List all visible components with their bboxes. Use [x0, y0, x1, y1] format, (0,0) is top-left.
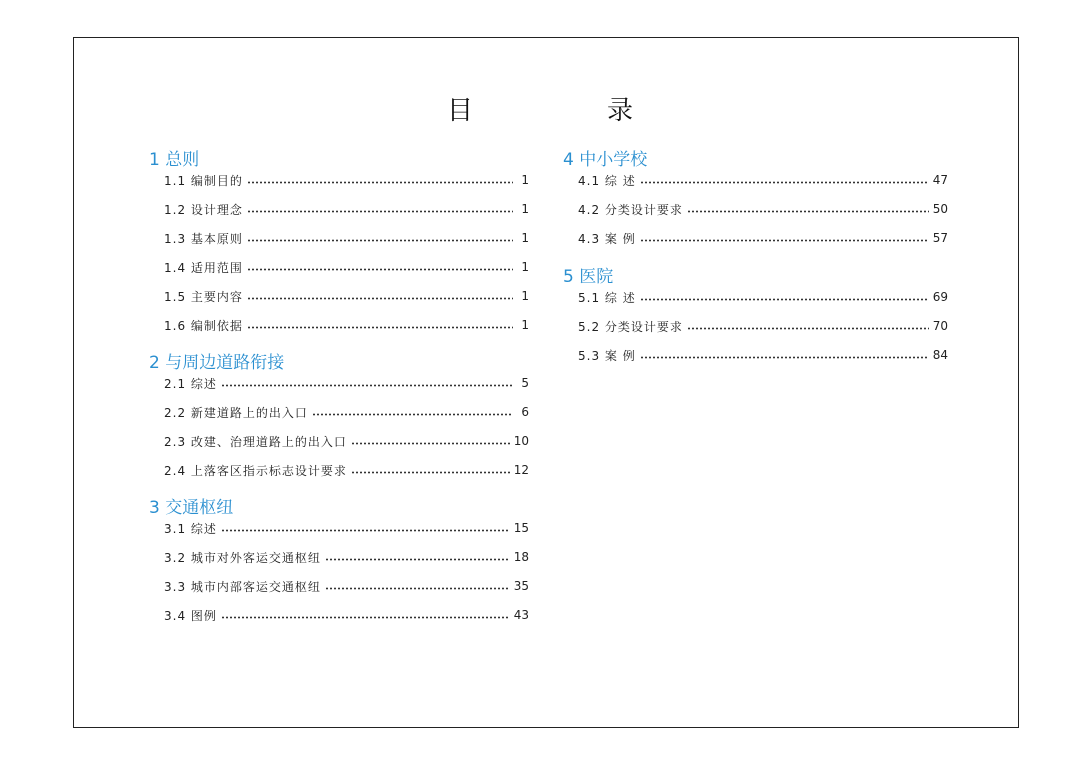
- toc-entry-page: 5: [521, 376, 529, 390]
- dot-leader: [687, 210, 929, 213]
- toc-entry[interactable]: [164, 404, 529, 420]
- dot-leader: [221, 529, 510, 532]
- dot-leader: [687, 327, 929, 330]
- toc-entry[interactable]: [164, 317, 529, 333]
- toc-entry[interactable]: [164, 462, 529, 478]
- toc-entry-label: 4.3 案 例: [578, 231, 636, 246]
- toc-entry-label: 4.2 分类设计要求: [578, 202, 683, 217]
- toc-entry-page: 35: [513, 579, 529, 593]
- dot-leader: [325, 587, 510, 590]
- toc-entry-label: 3.1 综述: [164, 521, 217, 536]
- section-heading-4[interactable]: 4 中小学校: [563, 150, 648, 170]
- dot-leader: [247, 326, 513, 329]
- toc-entry[interactable]: [164, 288, 529, 304]
- toc-entry-page: 1: [521, 231, 529, 245]
- toc-entry-label: 5.1 综 述: [578, 290, 636, 305]
- toc-entry-label: 2.2 新建道路上的出入口: [164, 405, 308, 420]
- toc-entry[interactable]: [578, 318, 948, 334]
- toc-entry-page: 1: [521, 289, 529, 303]
- toc-entry[interactable]: [164, 375, 529, 391]
- dot-leader: [247, 210, 513, 213]
- dot-leader: [221, 384, 513, 387]
- toc-entry[interactable]: [164, 549, 529, 565]
- dot-leader: [351, 442, 510, 445]
- toc-entry[interactable]: [164, 607, 529, 623]
- toc-entry-page: 10: [513, 434, 529, 448]
- toc-entry[interactable]: [164, 433, 529, 449]
- toc-entry-label: 1.2 设计理念: [164, 202, 243, 217]
- dot-leader: [325, 558, 510, 561]
- toc-entry-page: 47: [932, 173, 948, 187]
- toc-entry-label: 1.1 编制目的: [164, 173, 243, 188]
- dot-leader: [247, 268, 513, 271]
- dot-leader: [247, 181, 513, 184]
- toc-entry-page: 43: [513, 608, 529, 622]
- dot-leader: [247, 297, 513, 300]
- toc-entry[interactable]: [164, 230, 529, 246]
- toc-entry[interactable]: [578, 201, 948, 217]
- toc-entry[interactable]: [578, 289, 948, 305]
- dot-leader: [312, 413, 513, 416]
- toc-entry[interactable]: [578, 347, 948, 363]
- toc-entry-page: 18: [513, 550, 529, 564]
- section-heading-1[interactable]: 1 总则: [149, 150, 200, 170]
- toc-entry-page: 1: [521, 173, 529, 187]
- toc-entry-label: 2.3 改建、治理道路上的出入口: [164, 434, 347, 449]
- toc-entry-label: 2.1 综述: [164, 376, 217, 391]
- toc-entry-page: 84: [932, 348, 948, 362]
- toc-entry-page: 57: [932, 231, 948, 245]
- toc-entry-page: 1: [521, 202, 529, 216]
- section-heading-5[interactable]: 5 医院: [563, 267, 614, 287]
- toc-entry-page: 70: [932, 319, 948, 333]
- page-title: 目 录: [446, 96, 687, 126]
- toc-entry-page: 69: [932, 290, 948, 304]
- dot-leader: [247, 239, 513, 242]
- toc-entry-label: 1.4 适用范围: [164, 260, 243, 275]
- toc-entry-label: 4.1 综 述: [578, 173, 636, 188]
- toc-entry-label: 2.4 上落客区指示标志设计要求: [164, 463, 347, 478]
- toc-entry-page: 1: [521, 260, 529, 274]
- toc-entry[interactable]: [164, 172, 529, 188]
- toc-entry-label: 5.3 案 例: [578, 348, 636, 363]
- toc-entry-page: 6: [521, 405, 529, 419]
- section-heading-2[interactable]: 2 与周边道路衔接: [149, 353, 285, 373]
- toc-entry-label: 3.3 城市内部客运交通枢纽: [164, 579, 321, 594]
- toc-entry[interactable]: [164, 520, 529, 536]
- dot-leader: [351, 471, 510, 474]
- toc-entry[interactable]: [164, 259, 529, 275]
- dot-leader: [640, 356, 929, 359]
- toc-entry-page: 12: [513, 463, 529, 477]
- toc-entry[interactable]: [164, 201, 529, 217]
- dot-leader: [640, 239, 929, 242]
- toc-entry-page: 50: [932, 202, 948, 216]
- dot-leader: [640, 298, 929, 301]
- toc-entry-label: 1.6 编制依据: [164, 318, 243, 333]
- toc-entry-page: 15: [513, 521, 529, 535]
- dot-leader: [221, 616, 510, 619]
- toc-entry[interactable]: [578, 230, 948, 246]
- toc-entry-label: 3.4 图例: [164, 608, 217, 623]
- toc-entry[interactable]: [578, 172, 948, 188]
- dot-leader: [640, 181, 929, 184]
- toc-entry-label: 5.2 分类设计要求: [578, 319, 683, 334]
- toc-entry-label: 1.3 基本原则: [164, 231, 243, 246]
- toc-entry-label: 1.5 主要内容: [164, 289, 243, 304]
- toc-entry-label: 3.2 城市对外客运交通枢纽: [164, 550, 321, 565]
- toc-entry[interactable]: [164, 578, 529, 594]
- section-heading-3[interactable]: 3 交通枢纽: [149, 498, 234, 518]
- toc-entry-page: 1: [521, 318, 529, 332]
